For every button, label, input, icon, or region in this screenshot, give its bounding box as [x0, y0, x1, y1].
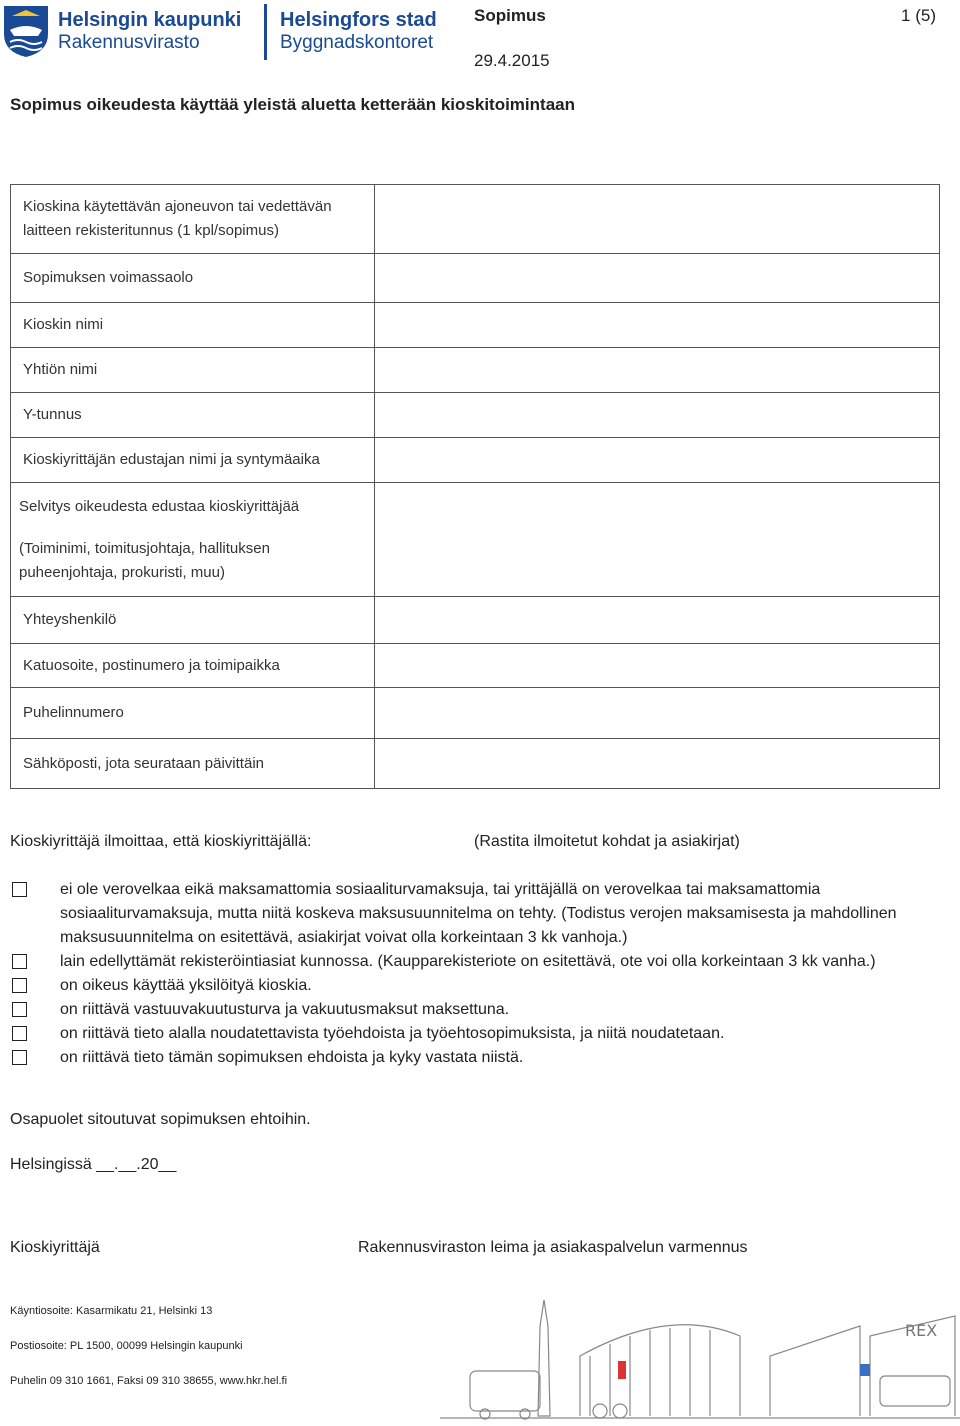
document-date: 29.4.2015 [474, 51, 550, 70]
authorization-field[interactable] [375, 483, 940, 597]
check-item-registration [10, 950, 940, 974]
illustration-sign-text: REX [905, 1321, 938, 1340]
form-label-line: (Toiminimi, toimitusjohtaja, hallituksen [19, 539, 270, 557]
form-row-registration [11, 185, 940, 254]
footer-contact: Puhelin 09 310 1661, Faksi 09 310 38655, www.hkr.hel.fi [10, 1375, 288, 1387]
footer-postal-address: Postiosoite: PL 1500, 00099 Helsingin kaupunki [10, 1340, 243, 1352]
form-label: Yhteyshenkilö [11, 597, 375, 644]
form-row-authorization [11, 483, 940, 597]
company-name-field[interactable] [375, 348, 940, 393]
kiosk-name-field[interactable] [375, 303, 940, 348]
validity-field[interactable] [375, 254, 940, 303]
checkbox-registration[interactable] [12, 954, 27, 969]
logo-sv-title: Helsingfors stad [280, 9, 437, 31]
form-row-kiosk-name [11, 303, 940, 348]
signature-office-stamp: Rakennusviraston leima ja asiakaspalvelun varmennus [358, 1239, 748, 1256]
logo-sv [280, 8, 460, 54]
logo-sv-subtitle: Byggnadskontoret [280, 32, 434, 53]
form-row-business-id [11, 393, 940, 438]
checkbox-taxes[interactable] [12, 882, 27, 897]
phone-field[interactable] [375, 688, 940, 739]
check-item-text: on riittävä vastuuvakuutusturva ja vakuutusmaksut maksettuna. [60, 1001, 510, 1018]
check-item-contract-terms [10, 1046, 940, 1070]
declaration-lead: Kioskiyrittäjä ilmoittaa, että kioskiyrittäjällä: [10, 833, 312, 850]
check-item-text: on riittävä tieto alalla noudatettavista työehdoista ja työehtosopimuksista, ja niitä noudatetaan. [60, 1025, 725, 1042]
form-label: Sähköposti, jota seurataan päivittäin [11, 739, 375, 789]
page-number: 1 (5) [901, 6, 936, 25]
form-row-phone [11, 688, 940, 739]
document-type: Sopimus [474, 6, 546, 25]
checkbox-insurance[interactable] [12, 1002, 27, 1017]
form-label: Y-tunnus [11, 393, 375, 438]
registration-field[interactable] [375, 185, 940, 254]
check-item-kiosk-right [10, 974, 940, 998]
address-field[interactable] [375, 644, 940, 688]
form-label: Kioskiyrittäjän edustajan nimi ja syntymäaika [11, 438, 375, 483]
form-row-validity [11, 254, 940, 303]
form-label: Kioskin nimi [11, 303, 375, 348]
form-label [11, 483, 375, 597]
form-label-line: Kioskina käytettävän ajoneuvon tai vedettävän [23, 198, 332, 215]
checkbox-kiosk-right[interactable] [12, 978, 27, 993]
city-illustration-icon [440, 1296, 960, 1421]
declaration-note: (Rastita ilmoitetut kohdat ja asiakirjat) [474, 833, 740, 850]
form-row-email [11, 739, 940, 789]
form-row-company-name [11, 348, 940, 393]
signature-kiosk-entrepreneur: Kioskiyrittäjä [10, 1239, 100, 1256]
contact-person-field[interactable] [375, 597, 940, 644]
check-item-text: on riittävä tieto tämän sopimuksen ehdoista ja kyky vastata niistä. [60, 1049, 524, 1066]
checkbox-contract-terms[interactable] [12, 1050, 27, 1065]
logo-divider [264, 4, 267, 60]
check-item-taxes [10, 878, 940, 950]
form-label: Puhelinnumero [11, 688, 375, 739]
checkbox-employment-terms[interactable] [12, 1026, 27, 1041]
form-label: Katuosoite, postinumero ja toimipaikka [11, 644, 375, 688]
checklist [10, 878, 940, 1070]
logo-fi-subtitle: Rakennusvirasto [58, 32, 200, 53]
form-row-address [11, 644, 940, 688]
footer-visit-address: Käyntiosoite: Kasarmikatu 21, Helsinki 13 [10, 1305, 213, 1317]
check-item-insurance [10, 998, 940, 1022]
place-date-field[interactable]: Helsingissä __.__.20__ [10, 1156, 177, 1173]
form-label-line: laitteen rekisteritunnus (1 kpl/sopimus) [23, 222, 279, 239]
check-item-text: on oikeus käyttää yksilöityä kioskia. [60, 977, 312, 994]
form-label-line: puheenjohtaja, prokuristi, muu) [19, 563, 225, 581]
form-table [10, 184, 940, 789]
form-label: Yhtiön nimi [11, 348, 375, 393]
check-item-text: lain edellyttämät rekisteröintiasiat kunnossa. (Kaupparekisteriote on esitettävä, ote voi olla korkeintaan 3 kk vanha.) [60, 953, 876, 970]
form-row-representative [11, 438, 940, 483]
form-row-contact-person [11, 597, 940, 644]
form-label: Sopimuksen voimassaolo [11, 254, 375, 303]
check-item-employment-terms [10, 1022, 940, 1046]
helsinki-crest-icon [2, 4, 50, 58]
business-id-field[interactable] [375, 393, 940, 438]
logo-fi-title: Helsingin kaupunki [58, 9, 242, 31]
email-field[interactable] [375, 739, 940, 789]
form-label-line: Selvitys oikeudesta edustaa kioskiyrittäjää [19, 497, 300, 515]
agreement-text: Osapuolet sitoutuvat sopimuksen ehtoihin. [10, 1111, 311, 1128]
page-title: Sopimus oikeudesta käyttää yleistä aluetta ketterään kioskitoimintaan [10, 95, 575, 114]
form-label [11, 185, 375, 254]
logo-fi [58, 8, 258, 54]
check-item-text: ei ole verovelkaa eikä maksamattomia sosiaaliturvamaksuja, tai yrittäjällä on verovelkaa tai maksamattomia sosiaaliturvamaksuja, mutta niitä koskeva maksusuunnitelma on tehty. (Todistus verojen maksamisesta ja mahdollinen maksusuunnitelma on esitettävä, asiakirjat voivat olla korkeintaan 3 kk vanhoja.) [60, 881, 897, 946]
representative-field[interactable] [375, 438, 940, 483]
